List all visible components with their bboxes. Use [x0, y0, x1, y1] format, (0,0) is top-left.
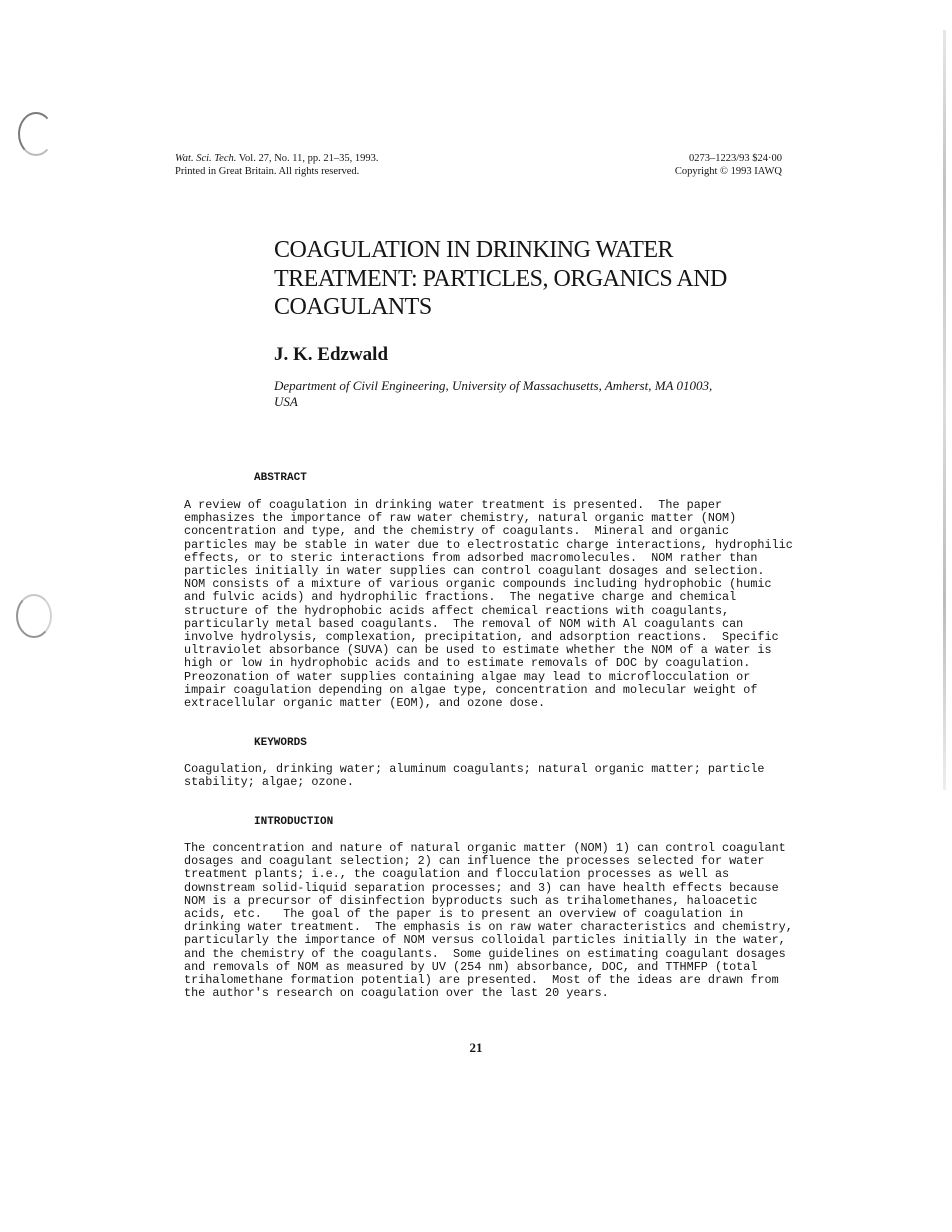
journal-abbrev: Wat. Sci. Tech.	[175, 153, 237, 164]
journal-citation: Vol. 27, No. 11, pp. 21–35, 1993.	[238, 153, 379, 164]
printed-note: Printed in Great Britain. All rights reserved.	[175, 165, 360, 177]
abstract-heading: ABSTRACT	[254, 472, 307, 484]
copyright-line: Copyright © 1993 IAWQ	[674, 165, 782, 177]
punch-hole-upper	[18, 112, 54, 156]
keywords-text: Coagulation, drinking water; aluminum coagulants; natural organic matter; particle stability; algae; ozone.	[184, 762, 765, 790]
author-name: J. K. Edzwald	[274, 344, 389, 365]
author-affiliation: Department of Civil Engineering, University of Massachusetts, Amherst, MA 01003, USA	[274, 378, 713, 409]
punch-hole-lower	[16, 594, 52, 638]
introduction-heading: INTRODUCTION	[254, 816, 334, 828]
paper-title: COAGULATION IN DRINKING WATER TREATMENT: PARTICLES, ORGANICS AND COAGULANTS	[274, 237, 727, 320]
abstract-text: A review of coagulation in drinking water treatment is presented. The paper emphasizes the importance of raw water chemistry, natural organic matter (NOM) concentration and type, and the chemistry of coagulants. Mineral and organic particles may be stable in water due to electrostatic charge interactions, hydrophilic effects, or to steric interactions from adsorbed macromolecules. NOM rather than particles initially in water supplies can control coagulant dosages and selection. NOM consists of a mixture of various organic compounds including hydrophobic (humic and fulvic acids) and hydrophilic fractions. The negative charge and chemical structure of the hydrophobic acids affect chemical reactions with coagulants, particularly metal based coagulants. The removal of NOM with Al coagulants can involve hydrolysis, complexation, precipitation, and adsorption reactions. Specific ultraviolet absorbance (SUVA) can be used to estimate whether the NOM of a water is high or low in hydrophobic acids and to estimate removals of DOC by coagulation. Preozonation of water supplies containing algae may lead to microflocculation or impair coagulation depending on algae type, concentration and molecular weight of extracellular organic matter (EOM), and ozone dose.	[184, 498, 793, 711]
journal-header	[175, 153, 379, 178]
issn-code: 0273–1223/93 $24·00	[688, 153, 782, 164]
introduction-text: The concentration and nature of natural organic matter (NOM) 1) can control coagulant dosages and coagulant selection; 2) can influence the processes selected for water treatment plants; i.e., the coagulation and flocculation processes as well as downstream solid-liquid separation processes; and 3) can have health effects because NOM is a precursor of disinfection byproducts such as trihalomethanes, haloacetic acids, etc. The goal of the paper is to present an overview of coagulation in drinking water treatment. The emphasis is on raw water characteristics and chemistry, particularly the importance of NOM versus colloidal particles initially in the water, and the chemistry of the coagulants. Some guidelines on estimating coagulant dosages and removals of NOM as measured by UV (254 nm) absorbance, DOC, and TTHMFP (total trihalomethane formation potential) are presented. Most of the ideas are drawn from the author's research on coagulation over the last 20 years.	[184, 841, 793, 1001]
copyright-header	[675, 153, 782, 178]
page-number: 21	[469, 1040, 483, 1055]
keywords-heading: KEYWORDS	[254, 737, 307, 749]
scan-edge-shadow	[943, 30, 946, 790]
